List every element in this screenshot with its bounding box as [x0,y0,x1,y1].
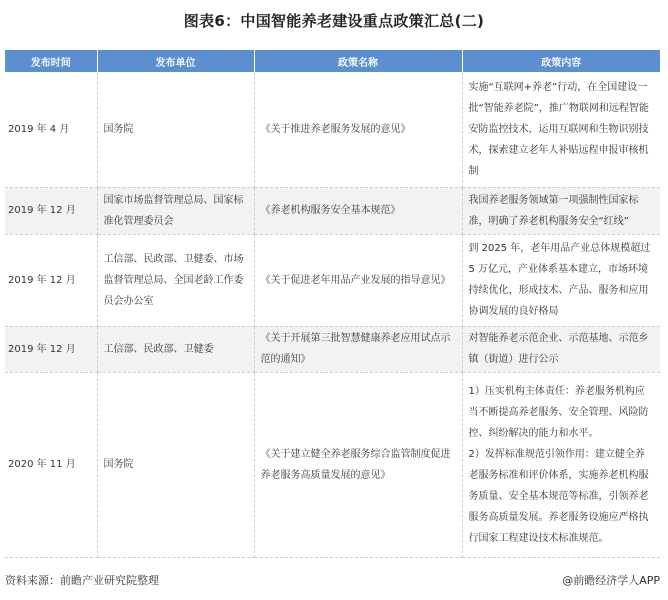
table-row [5,326,660,372]
table-header-row [5,50,660,72]
cell-policy: 《关于开展第三批智慧健康养老应用试点示范的通知》 [254,326,462,372]
content-text: 实施“互联网+养老”行动，在全国建设一批“智能养老院”，推广物联网和远程智能安防监控技术，运用互联网和生物识别技术，探索建立老年人补贴远程申报审核机制 [468,81,649,177]
cell-policy: 《关于促进老年用品产业发展的指导意见》 [254,234,462,326]
content-text: 2）发挥标准规范引领作用：建立健全养老服务标准和评价体系，实施养老机构服务质量、安全基本规范等标准，引领养老服务高质量发展。养老服务设施应严格执行国家工程建设技术标准规范。 [468,448,649,544]
cell-date: 2019 年 12 月 [5,234,97,326]
table-row [5,372,660,557]
cell-policy: 《养老机构服务安全基本规范》 [254,187,462,234]
header-date: 发布时间 [5,50,97,72]
cell-issuer: 国务院 [97,72,254,187]
content-text: 对智能养老示范企业、示范基地、示范乡镇（街道）进行公示 [468,333,649,365]
page-title: 图表6：中国智能养老建设重点政策汇总(二) [183,12,485,30]
cell-issuer: 国务院 [97,372,254,557]
cell-content [462,234,660,326]
cell-date: 2019 年 12 月 [5,187,97,234]
cell-issuer: 国家市场监督管理总局、国家标准化管理委员会 [97,187,254,234]
cell-content [462,72,660,187]
content-text: 1）压实机构主体责任：养老服务机构应当不断提高养老服务、安全管理、风险防控、纠纷解决的能力和水平。 [468,385,649,439]
header-content: 政策内容 [462,50,660,72]
table-row [5,187,660,234]
source-note: 资料来源：前瞻产业研究院整理 [5,574,159,587]
cell-policy: 《关于推进养老服务发展的意见》 [254,72,462,187]
table-row [5,72,660,187]
cell-issuer: 工信部、民政部、卫健委、市场监督管理总局、全国老龄工作委员会办公室 [97,234,254,326]
content-text: 到 2025 年，老年用品产业总体规模超过 5 万亿元，产业体系基本建立，市场环境持续优化，形成技术、产品、服务和应用协调发展的良好格局 [468,243,651,317]
cell-date: 2019 年 12 月 [5,326,97,372]
content-text: 我国养老服务领域第一项强制性国家标准，明确了养老机构服务安全“红线” [468,194,639,227]
brand-credit: @前瞻经济学人APP [562,574,660,587]
policy-table [5,50,660,558]
cell-date: 2020 年 11 月 [5,372,97,557]
header-policy: 政策名称 [254,50,462,72]
cell-issuer: 工信部、民政部、卫健委 [97,326,254,372]
header-issuer: 发布单位 [97,50,254,72]
cell-date: 2019 年 4 月 [5,72,97,187]
table-row [5,234,660,326]
cell-content [462,326,660,372]
cell-content [462,187,660,234]
cell-content [462,372,660,557]
cell-policy: 《关于建立健全养老服务综合监管制度促进养老服务高质量发展的意见》 [254,372,462,557]
